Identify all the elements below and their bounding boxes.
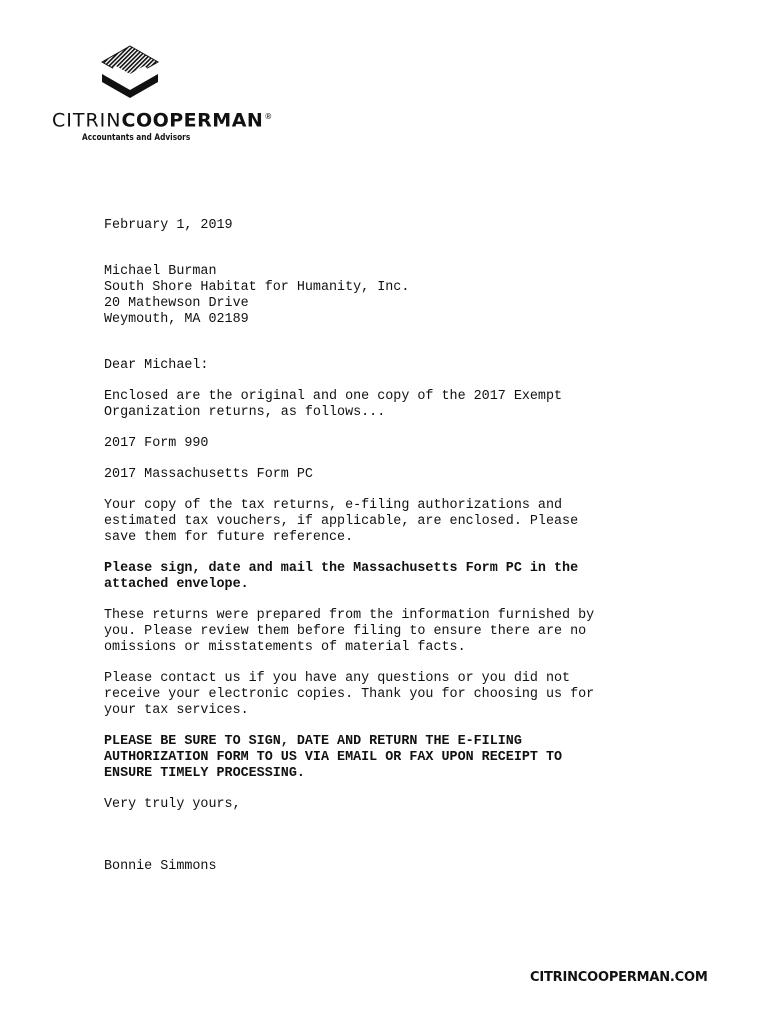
signature-name: Bonnie Simmons (104, 859, 217, 874)
recipient-name: Michael Burman (104, 264, 217, 279)
item-form-pc: 2017 Massachusetts Form PC (104, 467, 313, 482)
paragraph-sign-form-pc: Please sign, date and mail the Massachusetts Form PC in the attached envelope. (104, 561, 579, 592)
letter-body (104, 218, 684, 875)
recipient-address (104, 264, 684, 328)
recipient-street: 20 Mathewson Drive (104, 296, 249, 311)
brand-part1: CITRIN (52, 109, 122, 132)
paragraph-enclosed: Enclosed are the original and one copy of the 2017 Exempt Organization returns, as follows... (104, 389, 563, 420)
paragraph-efiling-notice: PLEASE BE SURE TO SIGN, DATE AND RETURN THE E-FILING AUTHORIZATION FORM TO US VIA EMAIL OR FAX UPON RECEIPT TO ENSURE TIMELY PROCESSING. (104, 734, 563, 781)
footer-website: CITRINCOOPERMAN.COM (530, 970, 708, 985)
paragraph-contact: Please contact us if you have any questions or you did not receive your electronic copies. Thank you for choosing us for your tax services. (104, 671, 595, 718)
brand-part2: COOPERMAN (121, 109, 264, 132)
diamond-s-logo-icon (96, 44, 164, 100)
closing: Very truly yours, (104, 797, 241, 812)
item-form-990: 2017 Form 990 (104, 436, 209, 451)
brand-wordmark (52, 106, 273, 131)
paragraph-copies: Your copy of the tax returns, e-filing authorizations and estimated tax vouchers, if applicable, are enclosed. Please save them for future reference. (104, 498, 579, 545)
brand-tagline: Accountants and Advisors (82, 133, 191, 143)
registered-mark: ® (264, 112, 273, 121)
recipient-city-state-zip: Weymouth, MA 02189 (104, 312, 249, 327)
recipient-organization: South Shore Habitat for Humanity, Inc. (104, 280, 410, 295)
paragraph-prepared: These returns were prepared from the information furnished by you. Please review them before filing to ensure there are no omissions or misstatements of material facts. (104, 608, 595, 655)
letter-date: February 1, 2019 (104, 218, 233, 233)
salutation: Dear Michael: (104, 358, 209, 373)
